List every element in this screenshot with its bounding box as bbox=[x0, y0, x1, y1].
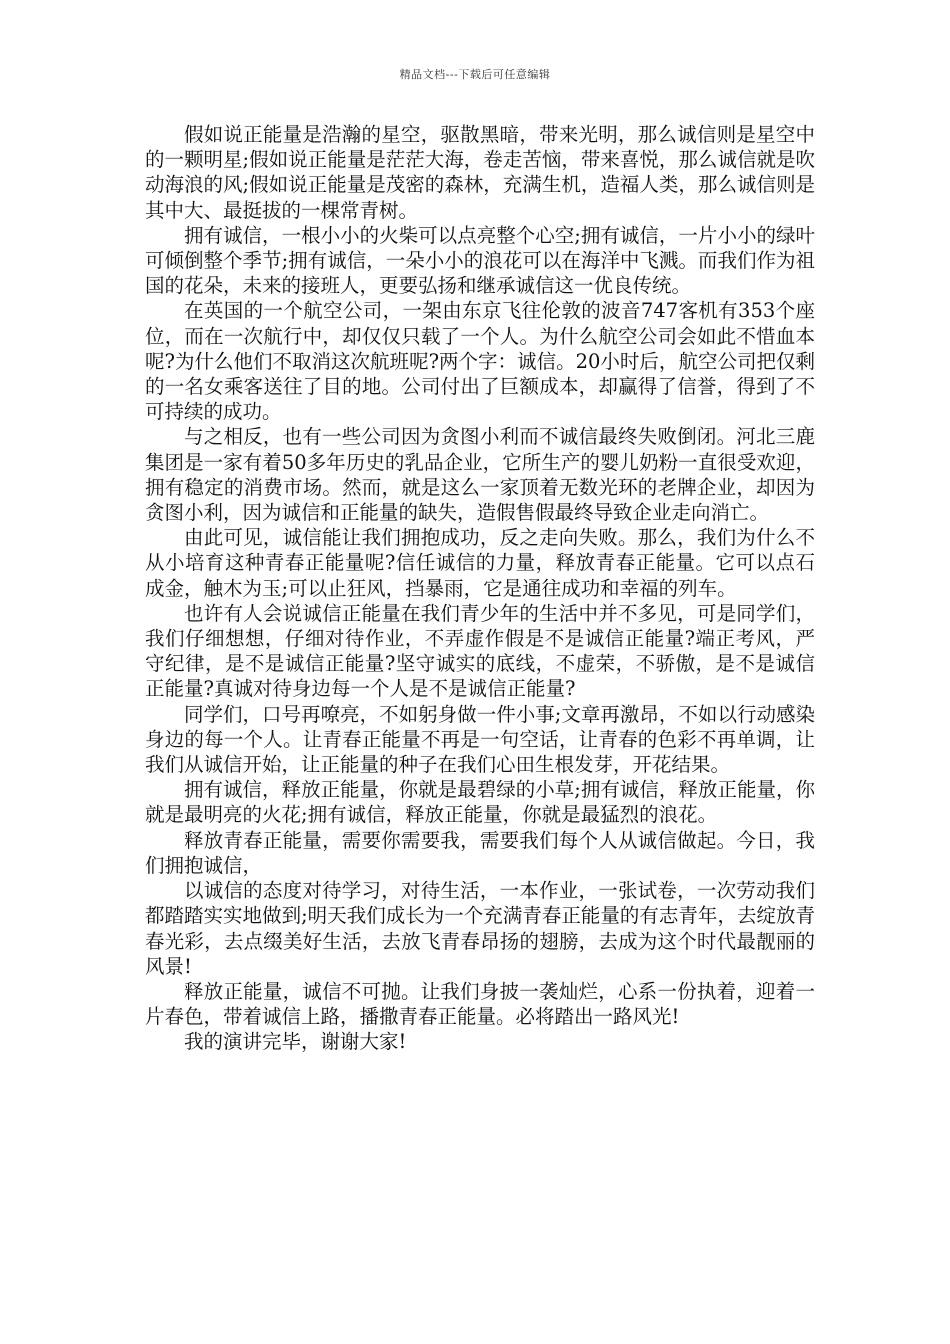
paragraph-4: 与之相反，也有一些公司因为贪图小利而不诚信最终失败倒闭。河北三鹿集团是一家有着50多年历史的乳品企业，它所生产的婴儿奶粉一直很受欢迎，拥有稳定的消费市场。然而，就是这么一家顶着无数光环的老牌企业，却因为贪图小利，因为诚信和正能量的缺失，造假售假最终导致企业走向消亡。 bbox=[145, 425, 815, 525]
paragraph-11: 释放正能量，诚信不可抛。让我们身披一袭灿烂，心系一份执着，迎着一片春色，带着诚信上路，播撒青春正能量。必将踏出一路风光! bbox=[145, 979, 815, 1029]
page-header: 精品文档---下载后可任意编辑 bbox=[399, 68, 551, 81]
paragraph-7: 同学们，口号再嘹亮，不如躬身做一件小事;文章再激昂，不如以行动感染身边的每一个人。让青春正能量不再是一句空话，让青春的色彩不再单调，让我们从诚信开始，让正能量的种子在我们心田生根发芽，开花结果。 bbox=[145, 702, 815, 777]
paragraph-2: 拥有诚信，一根小小的火柴可以点亮整个心空;拥有诚信，一片小小的绿叶可倾倒整个季节;拥有诚信，一朵小小的浪花可以在海洋中飞溅。而我们作为祖国的花朵，未来的接班人，更要弘扬和继承诚信这一优良传统。 bbox=[145, 223, 815, 298]
paragraph-3: 在英国的一个航空公司，一架由东京飞往伦敦的波音747客机有353个座位，而在一次航行中，却仅仅只载了一个人。为什么航空公司会如此不惜血本呢?为什么他们不取消这次航班呢?两个字：诚信。20小时后，航空公司把仅剩的一名女乘客送往了目的地。公司付出了巨额成本，却赢得了信誉，得到了不可持续的成功。 bbox=[145, 299, 815, 424]
paragraph-8: 拥有诚信，释放正能量，你就是最碧绿的小草;拥有诚信，释放正能量，你就是最明亮的火花;拥有诚信，释放正能量，你就是最猛烈的浪花。 bbox=[145, 778, 815, 827]
paragraph-12: 我的演讲完毕，谢谢大家! bbox=[184, 1030, 407, 1054]
paragraph-6: 也许有人会说诚信正能量在我们青少年的生活中并不多见，可是同学们，我们仔细想想，仔细对待作业，不弄虚作假是不是诚信正能量?端正考风，严守纪律，是不是诚信正能量?坚守诚实的底线，不虚荣，不骄傲，是不是诚信正能量?真诚对待身边每一个人是不是诚信正能量? bbox=[145, 601, 815, 701]
paragraph-10: 以诚信的态度对待学习，对待生活，一本作业，一张试卷，一次劳动我们都踏踏实实地做到;明天我们成长为一个充满青春正能量的有志青年，去绽放青春光彩，去点缀美好生活，去放飞青春昂扬的翅膀，去成为这个时代最靓丽的风景! bbox=[145, 879, 815, 978]
paragraph-9: 释放青春正能量，需要你需要我，需要我们每个人从诚信做起。今日，我们拥抱诚信， bbox=[145, 828, 815, 877]
paragraph-1: 假如说正能量是浩瀚的星空，驱散黑暗，带来光明，那么诚信则是星空中的一颗明星;假如说正能量是茫茫大海，卷走苦恼，带来喜悦，那么诚信就是吹动海浪的风;假如说正能量是茂密的森林，充满生机，造福人类，那么诚信则是其中大、最挺拔的一棵常青树。 bbox=[145, 123, 815, 222]
paragraph-5: 由此可见，诚信能让我们拥抱成功，反之走向失败。那么，我们为什么不从小培育这种青春正能量呢?信任诚信的力量，释放青春正能量。它可以点石成金，触木为玉;可以止狂风，挡暴雨，它是通往成功和幸福的列车。 bbox=[145, 526, 815, 600]
document-body bbox=[145, 122, 815, 1055]
